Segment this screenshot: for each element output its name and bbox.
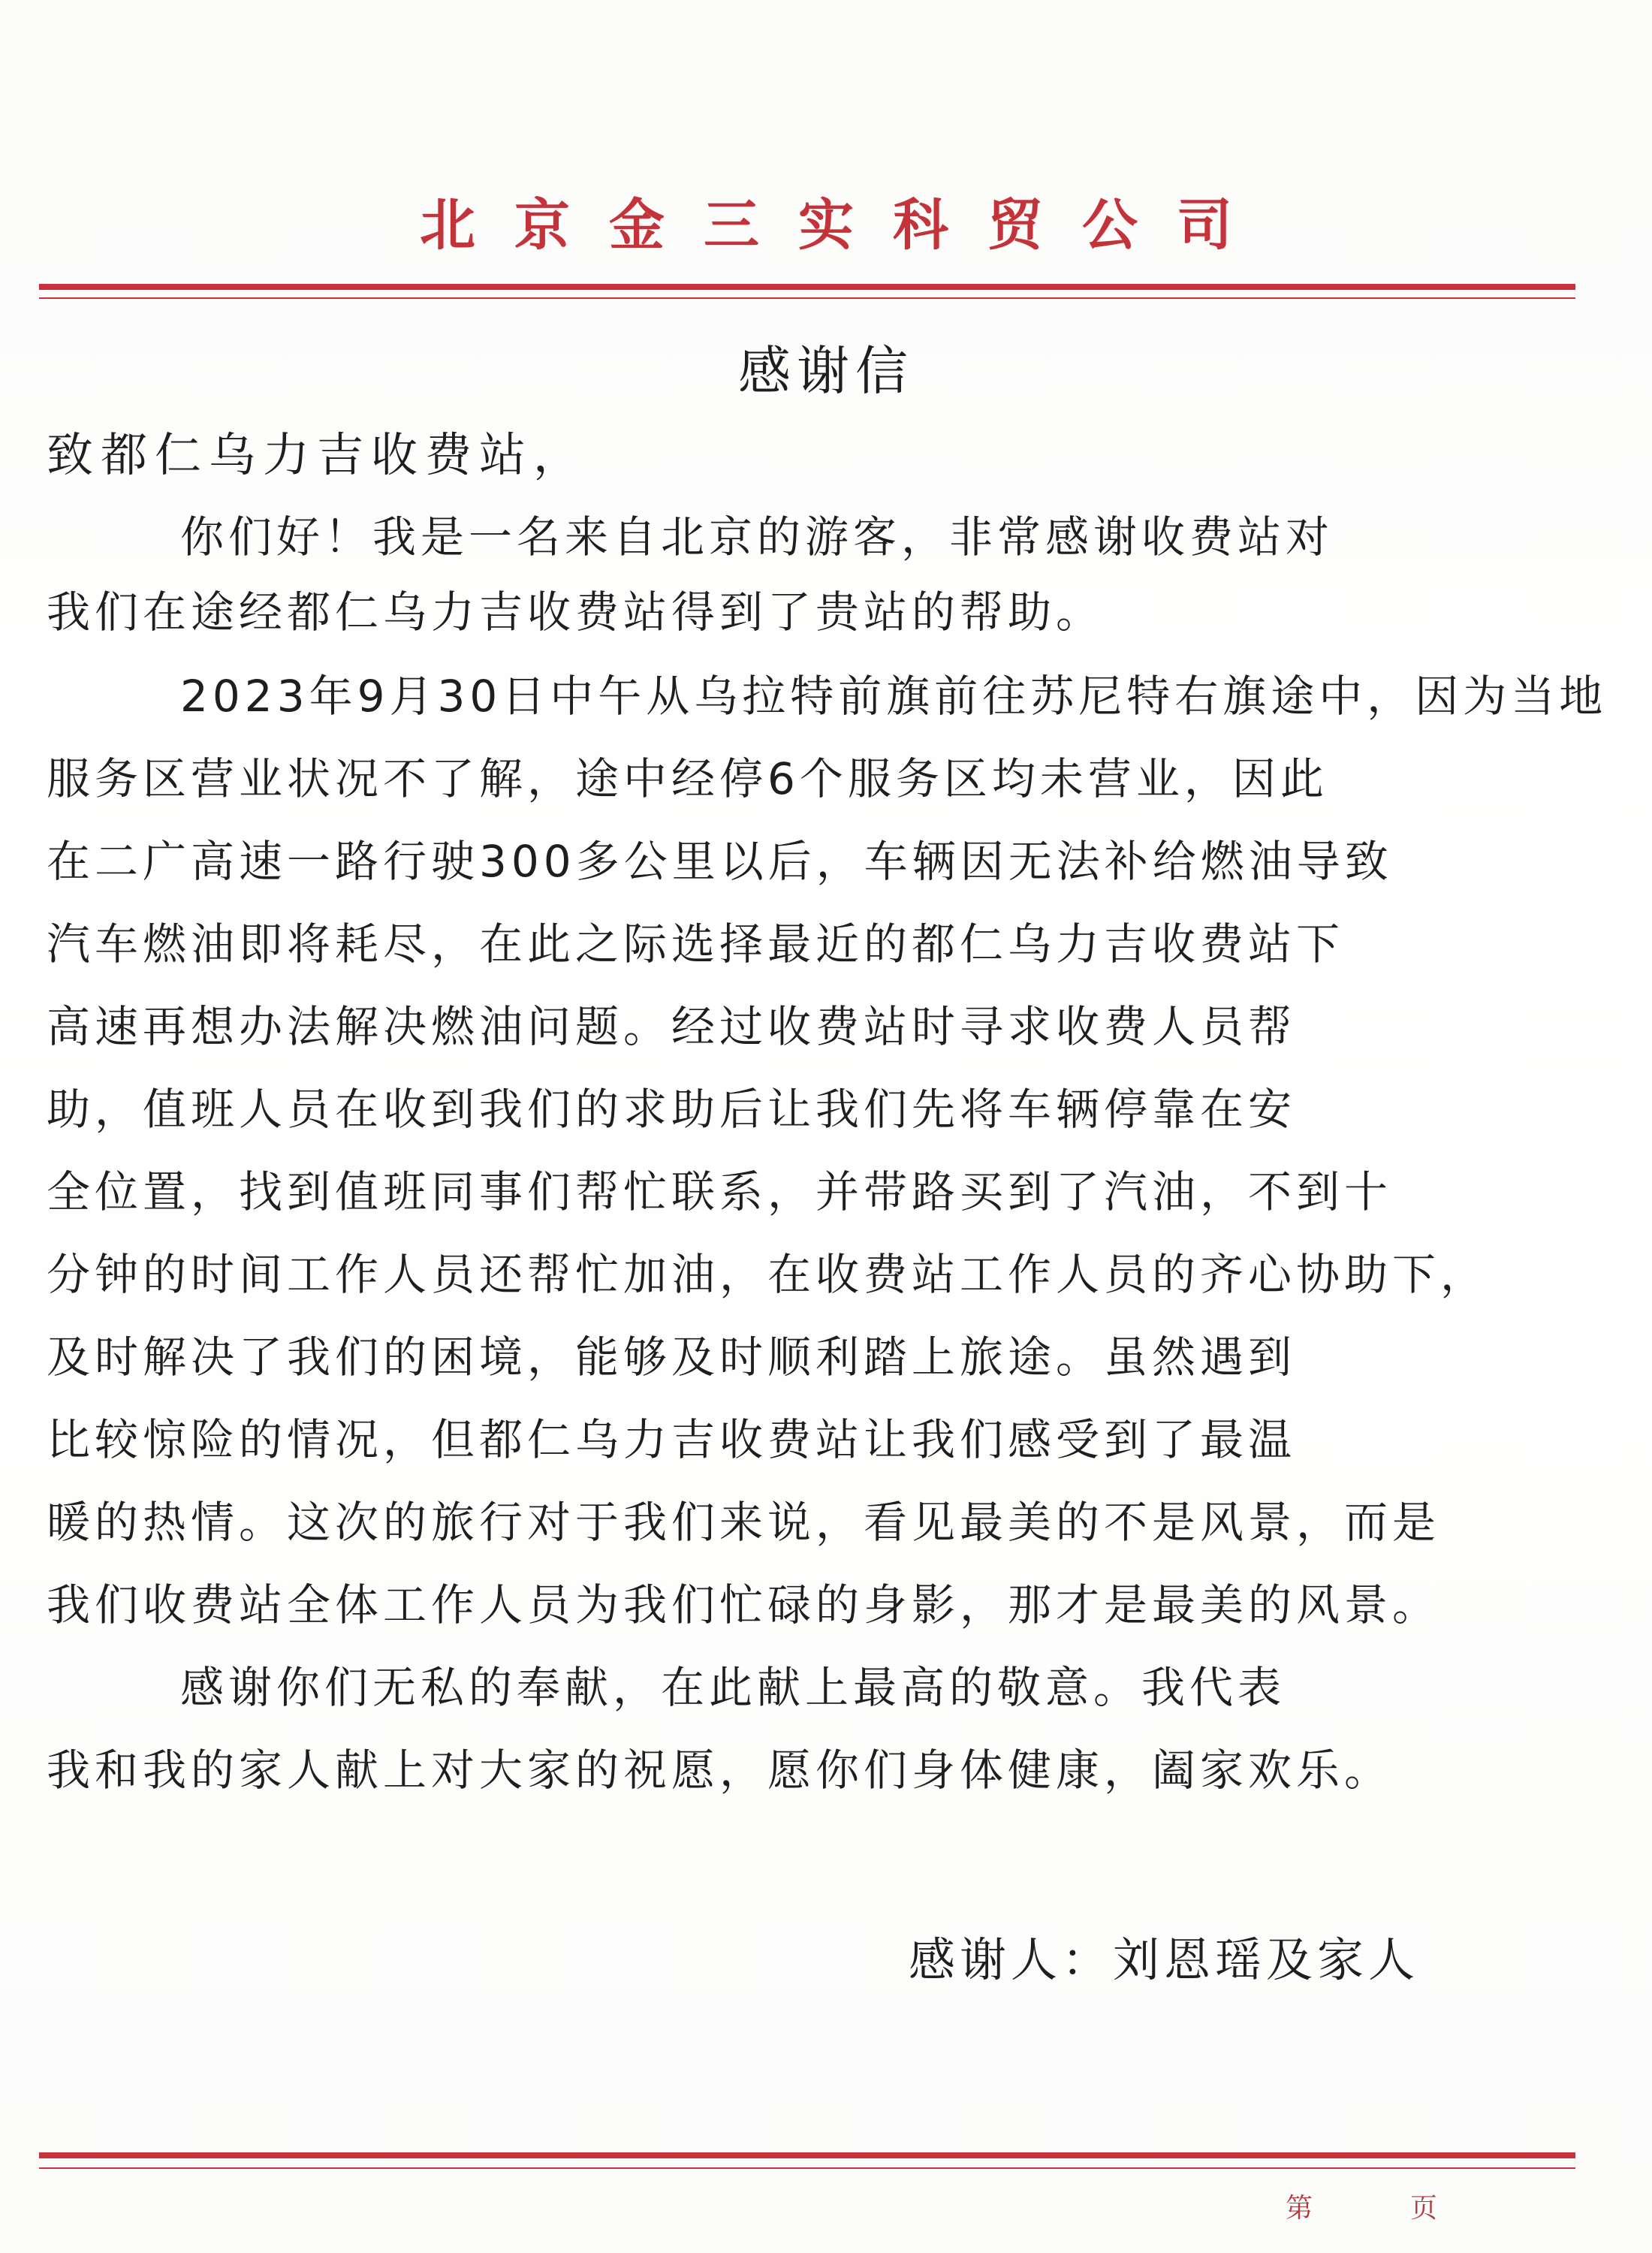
page-number-suffix: 页 xyxy=(1410,2193,1438,2224)
page-number-prefix: 第 xyxy=(1286,2193,1313,2224)
letter-title: 感谢信 xyxy=(738,340,914,402)
company-letterhead: 北京金三实科贸公司 xyxy=(420,193,1271,258)
letter-line: 2023年9月30日中午从乌拉特前旗前往苏尼特右旗途中，因为当地 xyxy=(180,671,1608,722)
letter-line: 汽车燃油即将耗尽，在此之际选择最近的都仁乌力吉收费站下 xyxy=(47,918,1345,970)
letter-line: 暖的热情。这次的旅行对于我们来说，看见最美的不是风景，而是 xyxy=(47,1497,1441,1548)
letter-line: 助，值班人员在收到我们的求助后让我们先将车辆停靠在安 xyxy=(47,1084,1297,1135)
letter-line: 你们好！我是一名来自北京的游客，非常感谢收费站对 xyxy=(180,511,1334,562)
letter-line: 分钟的时间工作人员还帮忙加油，在收费站工作人员的齐心协助下， xyxy=(47,1249,1489,1300)
letter-line: 我们在途经都仁乌力吉收费站得到了贵站的帮助。 xyxy=(47,587,1105,638)
letter-line: 全位置，找到值班同事们帮忙联系，并带路买到了汽油，不到十 xyxy=(47,1166,1393,1217)
letter-line: 我和我的家人献上对大家的祝愿，愿你们身体健康，阖家欢乐。 xyxy=(47,1745,1393,1796)
letter-line: 在二广高速一路行驶300多公里以后，车辆因无法补给燃油导致 xyxy=(47,836,1393,887)
letter-line: 比较惊险的情况，但都仁乌力吉收费站让我们感受到了最温 xyxy=(47,1414,1297,1465)
salutation: 致都仁乌力吉收费站， xyxy=(47,427,588,482)
letter-line: 及时解决了我们的困境，能够及时顺利踏上旅途。虽然遇到 xyxy=(47,1332,1297,1383)
signature: 感谢人：刘恩瑶及家人 xyxy=(909,1932,1420,1987)
letter-line: 服务区营业状况不了解，途中经停6个服务区均未营业，因此 xyxy=(47,753,1328,804)
letter-line: 高速再想办法解决燃油问题。经过收费站时寻求收费人员帮 xyxy=(47,1001,1297,1052)
letter-line: 我们收费站全体工作人员为我们忙碌的身影，那才是最美的风景。 xyxy=(47,1579,1441,1630)
footer-rule-thin xyxy=(39,2167,1575,2169)
letter-line: 感谢你们无私的奉献，在此献上最高的敬意。我代表 xyxy=(180,1662,1286,1713)
footer-rule-thick xyxy=(39,2152,1575,2158)
